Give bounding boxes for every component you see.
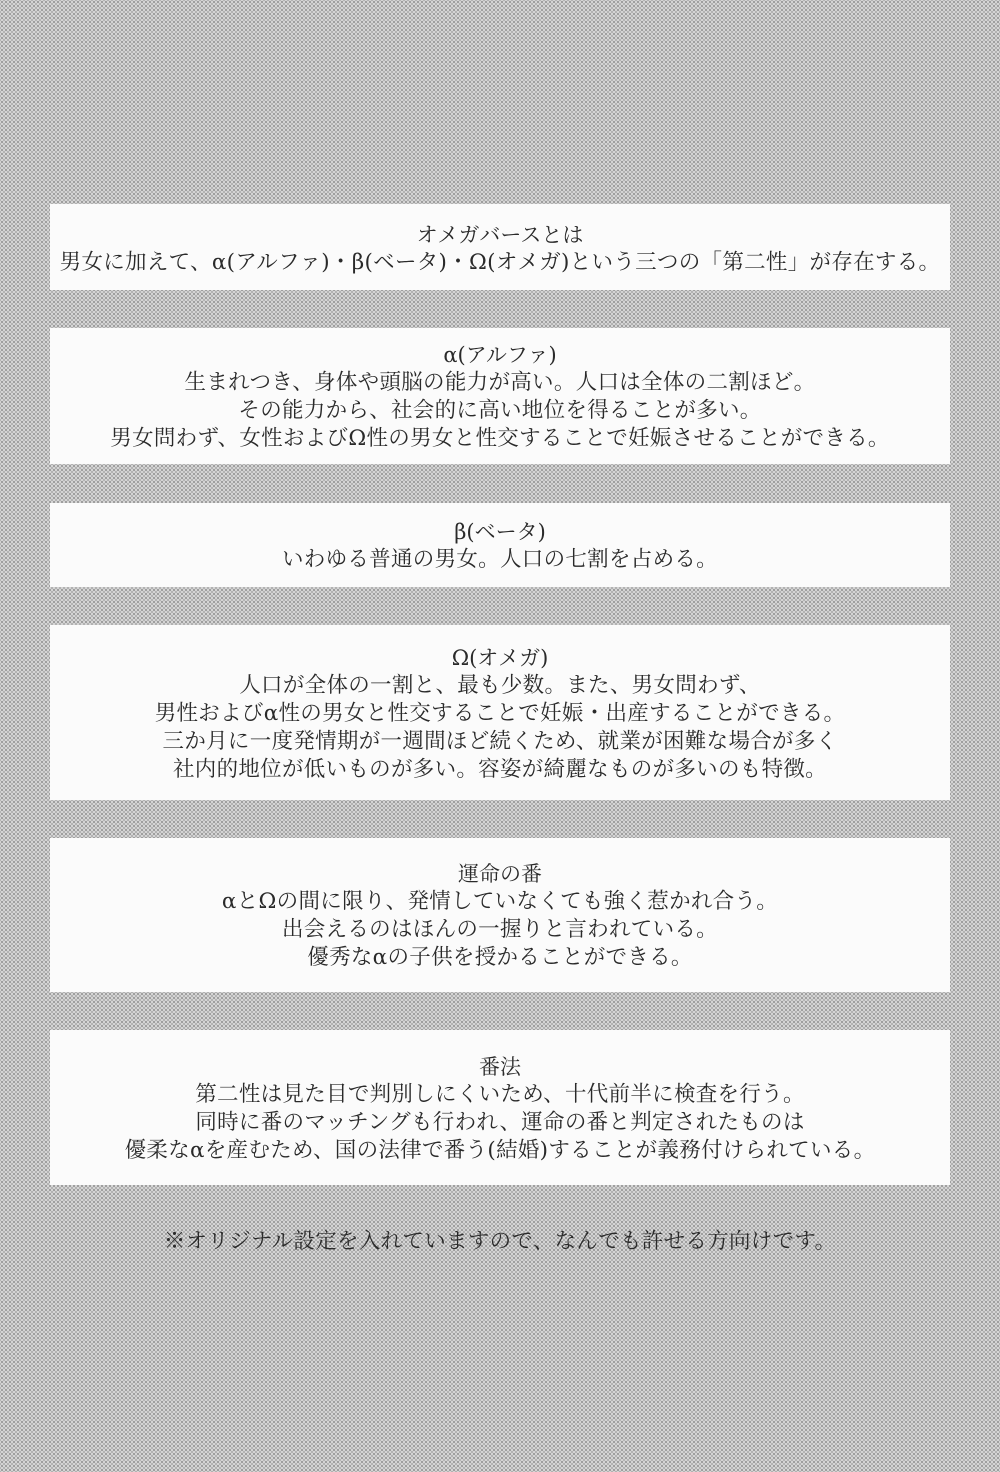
section-title: 運命の番	[458, 862, 542, 886]
section-line: いわゆる普通の男女。人口の七割を占める。	[281, 547, 718, 572]
section-line: 同時に番のマッチングも行われ、運命の番と判定されたものは	[195, 1109, 805, 1135]
section-line: 男女問わず、女性およびΩ性の男女と性交することで妊娠させることができる。	[110, 426, 890, 451]
section-line: 男女に加えて、α(アルファ)・β(ベータ)・Ω(オメガ)という三つの「第二性」が存在する。	[59, 250, 941, 275]
section-title: β(ベータ)	[454, 520, 546, 544]
section-pair-law	[50, 1030, 950, 1185]
section-beta	[50, 503, 950, 587]
section-line: 優柔なαを産むため、国の法律で番う(結婚)することが義務付けられている。	[124, 1137, 876, 1163]
section-line: 社内的地位が低いものが多い。容姿が綺麗なものが多いのも特徴。	[172, 756, 827, 782]
section-title: オメガバースとは	[416, 223, 584, 247]
section-omega	[50, 625, 950, 800]
section-title: Ω(オメガ)	[451, 645, 549, 670]
section-title: 番法	[479, 1054, 521, 1079]
section-line: αとΩの間に限り、発情していなくても強く惹かれ合う。	[221, 889, 779, 914]
section-alpha	[50, 328, 950, 464]
section-line: 優秀なαの子供を授かることができる。	[307, 945, 693, 970]
section-title: α(アルファ)	[443, 343, 557, 367]
section-line: その能力から、社会的に高い地位を得ることが多い。	[238, 398, 762, 423]
section-line: 人口が全体の一割と、最も少数。また、男女問わず、	[239, 672, 761, 698]
section-line: 出会えるのはほんの一握りと言われている。	[281, 917, 718, 942]
section-line: 生まれつき、身体や頭脳の能力が高い。人口は全体の二割ほど。	[184, 370, 816, 395]
section-line: 第二性は見た目で判別しにくいため、十代前半に検査を行う。	[195, 1081, 805, 1107]
section-line: 三か月に一度発情期が一週間ほど続くため、就業が困難な場合が多く	[162, 728, 838, 754]
section-line: 男性およびα性の男女と性交することで妊娠・出産することができる。	[154, 700, 846, 726]
footer-note: ※オリジナル設定を入れていますので、なんでも許せる方向けです。	[163, 1229, 837, 1254]
section-intro	[50, 204, 950, 290]
section-fated-pair	[50, 838, 950, 992]
